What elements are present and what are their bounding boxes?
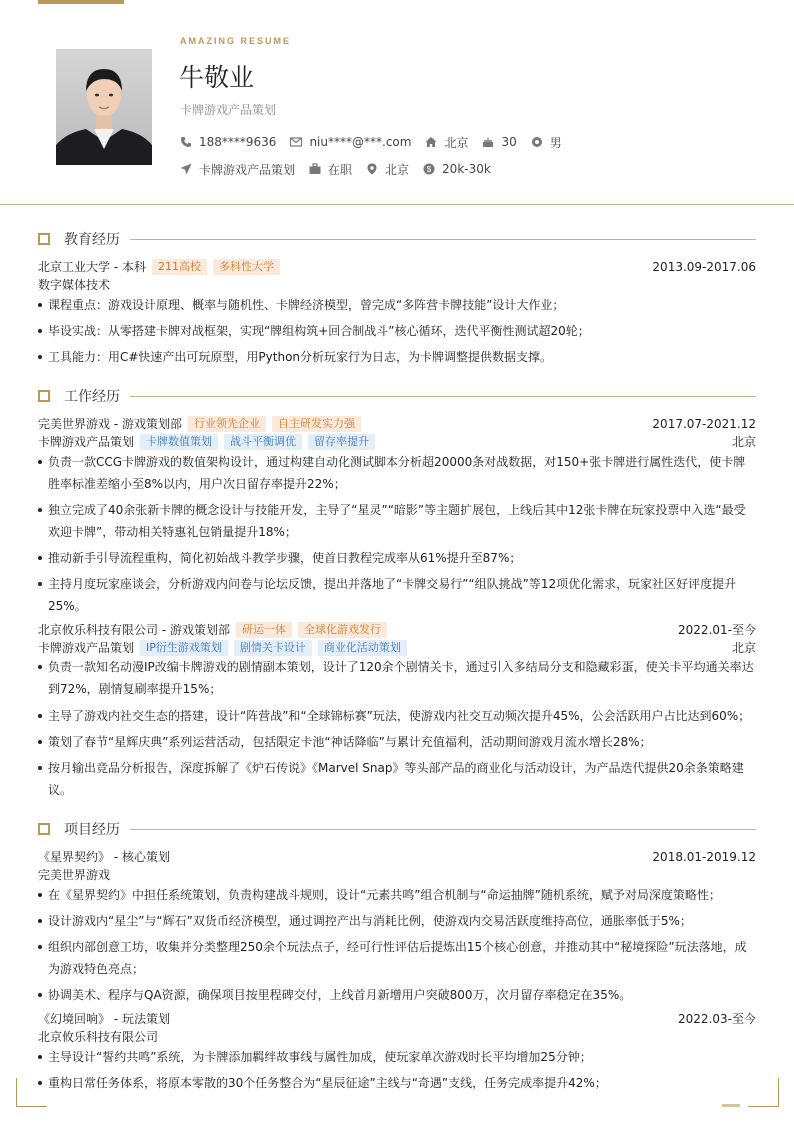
salary-icon xyxy=(423,163,435,175)
list-item: 主导了游戏内社交生态的搭建，设计“阵营战”和“全球锦标赛”玩法，使游戏内社交互动频次提升45%，公会活跃用户占比达到60%； xyxy=(38,705,756,727)
resume-tagline: AMAZING RESUME xyxy=(180,36,291,46)
page-footer-mark xyxy=(722,1104,740,1107)
section-projects-header xyxy=(38,820,756,838)
job-role: 卡牌游戏产品策划 xyxy=(38,641,135,655)
age-info: 30 xyxy=(482,135,516,149)
job-city: 北京 xyxy=(731,435,756,449)
school-tag: 211高校 xyxy=(152,259,207,275)
education-school-row xyxy=(38,258,756,275)
location-pin-icon xyxy=(366,163,378,175)
role-tag: IP衍生游戏策划 xyxy=(140,640,228,656)
list-item: 策划了春节“星辉庆典”系列运营活动，包括限定卡池“神话降临”与累计充值福利，活动期间游戏月流水增长28%； xyxy=(38,731,756,753)
project-date: 2018.01-2019.12 xyxy=(652,849,756,864)
company-tag: 自主研发实力强 xyxy=(272,416,361,432)
list-item: 重构日常任务体系，将原本零散的30个任务整合为“星辰征途”主线与“奇遇”支线，任务完成率提升42%； xyxy=(38,1072,756,1094)
header-divider xyxy=(0,204,794,205)
project-date: 2022.03-至今 xyxy=(678,1012,756,1026)
education-date: 2013.09-2017.06 xyxy=(652,259,756,274)
section-rule xyxy=(130,396,756,397)
list-item: 负责一款CCG卡牌游戏的数值架构设计，通过构建自动化测试脚本分析超20000条对战数据，对150+张卡牌进行属性迭代，使卡牌胜率标准差缩小至8%以内，用户次日留存率提升22%； xyxy=(38,451,756,495)
contact-info-row xyxy=(180,134,576,150)
list-item: 协调美术、程序与QA资源，确保项目按里程碑交付，上线首月新增用户突破800万，次月留存率稳定在35%。 xyxy=(38,984,756,1006)
phone-info: 188****9636 xyxy=(180,135,276,149)
email-info: niu****@***.com xyxy=(290,135,411,149)
email-icon xyxy=(290,136,302,148)
school-name: 北京工业大学 - 本科 xyxy=(38,260,146,274)
list-item: 工具能力：用C#快速产出可玩原型，用Python分析玩家行为日志，为卡牌调整提供数据支撑。 xyxy=(38,346,756,368)
top-accent-bar xyxy=(38,0,124,4)
job-company-row xyxy=(38,621,756,638)
project-title-row xyxy=(38,1010,756,1027)
role-tag: 卡牌数值策划 xyxy=(140,434,218,450)
role-tag: 商业化活动策划 xyxy=(318,640,407,656)
job-company-row xyxy=(38,415,756,432)
section-rule xyxy=(130,829,756,830)
project-title-row xyxy=(38,848,756,865)
intent-city-info: 北京 xyxy=(366,161,409,178)
gender-icon xyxy=(531,136,543,148)
profile-photo xyxy=(56,49,152,165)
candidate-position: 卡牌游戏产品策划 xyxy=(180,103,277,117)
salary-info: $ 20k-30k xyxy=(423,162,491,176)
job-role: 卡牌游戏产品策划 xyxy=(38,435,135,449)
project-org-row xyxy=(38,866,756,883)
section-work-header xyxy=(38,387,756,405)
list-item: 独立完成了40余张新卡牌的概念设计与技能开发，主导了“星灵”“暗影”等主题扩展包，上线后其中12张卡牌在玩家投票中入选“最受欢迎卡牌”，带动相关特惠礼包销量提升18%； xyxy=(38,499,756,543)
job-date: 2022.01-至今 xyxy=(678,623,756,637)
section-square-icon xyxy=(38,823,50,835)
section-square-icon xyxy=(38,233,50,245)
role-tag: 战斗平衡调优 xyxy=(224,434,302,450)
list-item: 推动新手引导流程重构，简化初始战斗教学步骤，使首日教程完成率从61%提升至87%； xyxy=(38,547,756,569)
section-title: 工作经历 xyxy=(64,389,120,405)
job-city: 北京 xyxy=(731,641,756,655)
section-rule xyxy=(130,239,756,240)
list-item: 主导设计“誓约共鸣”系统，为卡牌添加羁绊故事线与属性加成，使玩家单次游戏时长平均增加25分钟； xyxy=(38,1046,756,1068)
section-title: 教育经历 xyxy=(64,232,120,248)
company-tag: 研运一体 xyxy=(236,622,292,638)
company-tag: 行业领先企业 xyxy=(188,416,266,432)
project-name: 《幻境回响》 - 玩法策划 xyxy=(38,1012,170,1026)
briefcase-icon xyxy=(309,163,321,175)
project-org: 北京攸乐科技有限公司 xyxy=(38,1030,159,1044)
page-corner-right xyxy=(748,1078,779,1107)
section-square-icon xyxy=(38,390,50,402)
intent-position-info: 卡牌游戏产品策划 xyxy=(180,161,295,178)
company-tag: 全球化游戏发行 xyxy=(298,622,387,638)
project-org: 完美世界游戏 xyxy=(38,868,111,882)
list-item: 按月输出竞品分析报告，深度拆解了《炉石传说》《Marvel Snap》等头部产品的商业化与活动设计，为产品迭代提供20余条策略建议。 xyxy=(38,757,756,801)
job-intent-row xyxy=(180,161,505,177)
list-item: 毕设实战：从零搭建卡牌对战框架，实现“牌组构筑+回合制战斗”核心循环，迭代平衡性测试超20轮； xyxy=(38,320,756,342)
candidate-name: 牛敬业 xyxy=(179,63,255,92)
status-info: 在职 xyxy=(309,161,352,178)
send-icon xyxy=(180,163,192,175)
school-tag: 多科性大学 xyxy=(213,259,280,275)
list-item: 主持月度玩家座谈会，分析游戏内问卷与论坛反馈，提出并落地了“卡牌交易行”“组队挑战”等12项优化需求，玩家社区好评度提升25%。 xyxy=(38,573,756,617)
project-name: 《星界契约》 - 核心策划 xyxy=(38,850,170,864)
section-title: 项目经历 xyxy=(64,822,120,838)
role-tag: 留存率提升 xyxy=(308,434,375,450)
project-org-row xyxy=(38,1028,756,1045)
job-date: 2017.07-2021.12 xyxy=(652,416,756,431)
home-info: 北京 xyxy=(425,134,468,151)
company-name: 完美世界游戏 - 游戏策划部 xyxy=(38,417,182,431)
major-name: 数字媒体技术 xyxy=(38,278,111,292)
section-education-header xyxy=(38,230,756,248)
list-item: 负责一款知名动漫IP改编卡牌游戏的剧情副本策划，设计了120余个剧情关卡，通过引入多结局分支和隐藏彩蛋，使关卡平均通关率达到72%，剧情复刷率提升15%； xyxy=(38,656,756,700)
svg-text:$: $ xyxy=(426,165,432,174)
phone-icon xyxy=(180,136,192,148)
list-item: 在《星界契约》中担任系统策划，负责构建战斗规则，设计“元素共鸣”组合机制与“命运抽牌”随机系统，赋予对局深度策略性； xyxy=(38,884,756,906)
page-corner-left xyxy=(16,1078,47,1107)
cake-icon xyxy=(482,136,494,148)
job-role-row xyxy=(38,433,756,450)
list-item: 课程重点：游戏设计原理、概率与随机性、卡牌经济模型，曾完成“多阵营卡牌技能”设计大作业； xyxy=(38,294,756,316)
education-major-row xyxy=(38,276,756,293)
job-role-row xyxy=(38,639,756,656)
role-tag: 剧情关卡设计 xyxy=(234,640,312,656)
company-name: 北京攸乐科技有限公司 - 游戏策划部 xyxy=(38,623,230,637)
list-item: 设计游戏内“星尘”与“辉石”双货币经济模型，通过调控产出与消耗比例，使游戏内交易活跃度维持高位，通胀率低于5%； xyxy=(38,910,756,932)
home-icon xyxy=(425,136,437,148)
list-item: 组织内部创意工坊，收集并分类整理250余个玩法点子，经可行性评估后提炼出15个核心创意，并推动其中“秘境探险”玩法落地，成为游戏特色亮点； xyxy=(38,936,756,980)
gender-info: 男 xyxy=(531,134,562,151)
